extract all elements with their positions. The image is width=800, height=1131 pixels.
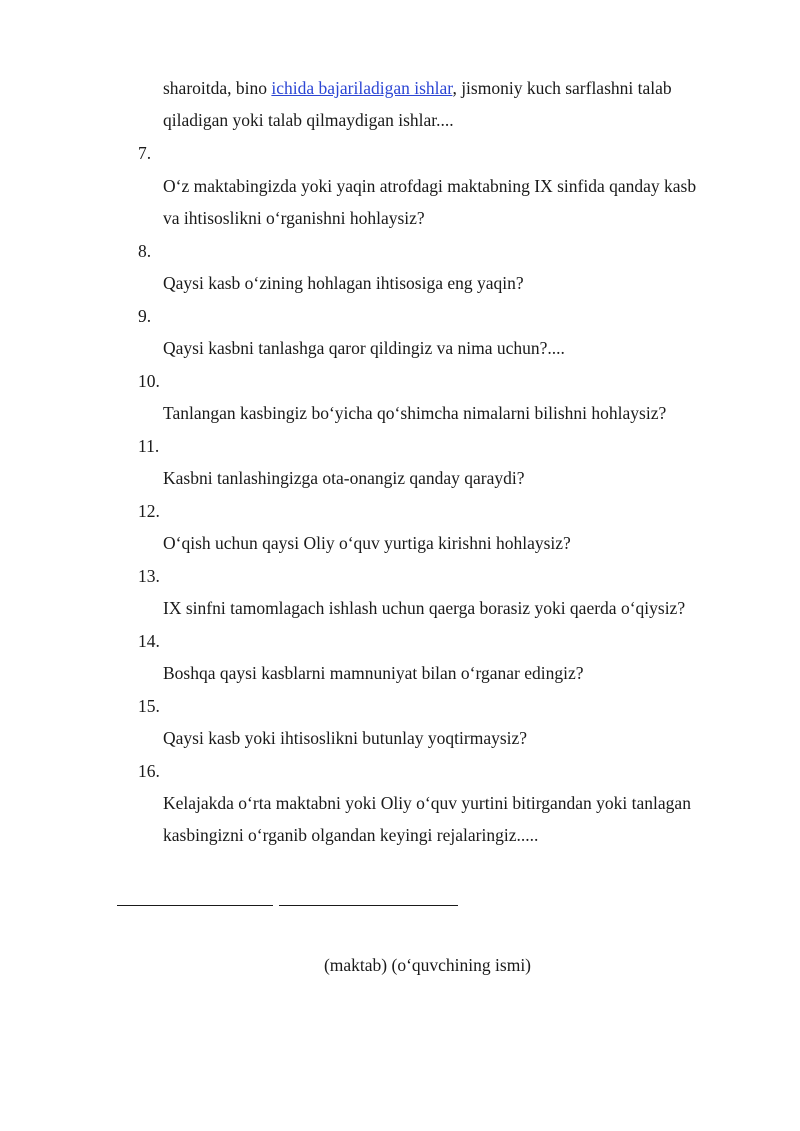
question-text: Qaysi kasbni tanlashga qaror qildingiz va nima uchun?.... <box>163 338 565 358</box>
question-number: 9. <box>138 306 152 326</box>
question-text: kasbingizni o‘rganib olgandan keyingi rejalaringiz..... <box>163 825 539 845</box>
question-number: 16. <box>138 761 160 781</box>
question-text: Qaysi kasb o‘zining hohlagan ihtisosiga eng yaqin? <box>163 273 524 293</box>
signature-caption: (maktab) (o‘quvchining ismi) <box>323 955 532 975</box>
question-text: O‘qish uchun qaysi Oliy o‘quv yurtiga kirishni hohlaysiz? <box>163 533 571 553</box>
intro-line-2: qiladigan yoki talab qilmaydigan ishlar.... <box>163 110 454 130</box>
question-text: Kasbni tanlashingizga ota-onangiz qanday qaraydi? <box>163 468 525 488</box>
question-number: 13. <box>138 566 160 586</box>
question-text: Kelajakda o‘rta maktabni yoki Oliy o‘quv yurtini bitirgandan yoki tanlagan <box>163 793 691 813</box>
question-text: va ihtisoslikni o‘rganishni hohlaysiz? <box>163 208 425 228</box>
question-number: 10. <box>138 371 160 391</box>
question-number: 11. <box>138 436 160 456</box>
question-text: O‘z maktabingizda yoki yaqin atrofdagi maktabning IX sinfida qanday kasb <box>163 176 697 196</box>
question-text: Qaysi kasb yoki ihtisoslikni butunlay yoqtirmaysiz? <box>163 728 528 748</box>
signature-line-student-name <box>279 905 458 906</box>
question-number: 14. <box>138 631 160 651</box>
intro-text-before-link: sharoitda, bino <box>163 78 272 98</box>
signature-line-school <box>117 905 273 906</box>
question-text: Boshqa qaysi kasblarni mamnuniyat bilan o‘rganar edingiz? <box>163 663 584 683</box>
question-number: 8. <box>138 241 152 261</box>
question-number: 12. <box>138 501 160 521</box>
question-number: 7. <box>138 143 152 163</box>
question-number: 15. <box>138 696 160 716</box>
intro-line-1 <box>163 77 672 99</box>
question-text: IX sinfni tamomlagach ishlash uchun qaerga borasiz yoki qaerda o‘qiysiz? <box>163 598 686 618</box>
intro-link[interactable]: ichida bajariladigan ishlar <box>271 78 453 98</box>
intro-text-after-link: , jismoniy kuch sarflashni talab <box>452 78 672 98</box>
question-text: Tanlangan kasbingiz bo‘yicha qo‘shimcha nimalarni bilishni hohlaysiz? <box>163 403 667 423</box>
